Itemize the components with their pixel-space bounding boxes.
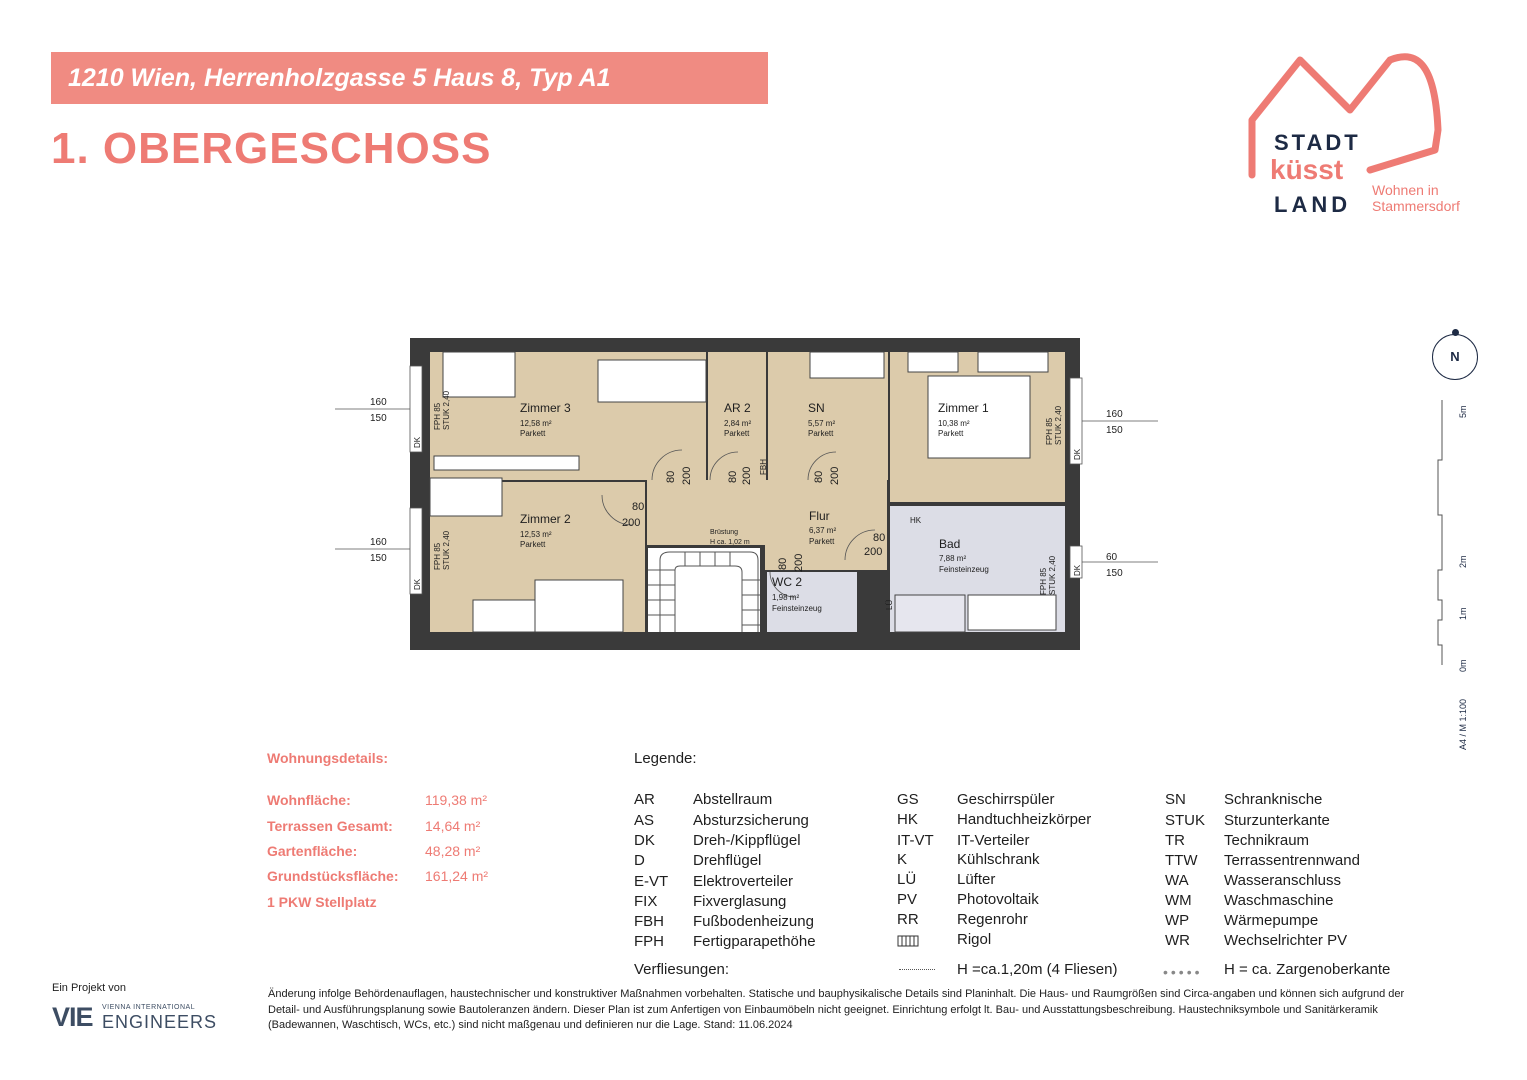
- legend-abbr: TTW: [1165, 852, 1198, 869]
- detail-label: Wohnfläche:: [267, 792, 351, 808]
- room-area: 5,57 m²: [808, 419, 836, 428]
- legend-abbr: K: [897, 851, 908, 868]
- address-banner: 1210 Wien, Herrenholzgasse 5 Haus 8, Typ A1: [51, 52, 768, 104]
- room-area: 12,53 m²: [520, 530, 552, 539]
- legend-abbr: SN: [1165, 791, 1186, 808]
- legend-abbr: LÜ: [897, 871, 917, 888]
- legend-abbr: WM: [1165, 892, 1192, 909]
- legend-text: Wärmepumpe: [1224, 912, 1319, 929]
- legend-abbr: E-VT: [634, 873, 669, 890]
- stuk-label: STUK 2,40: [1048, 555, 1057, 595]
- room-floor: Parkett: [724, 429, 750, 438]
- legend-abbr: IT-VT: [897, 832, 934, 849]
- legend-abbr: FPH: [634, 933, 664, 950]
- room-name: Zimmer 3: [520, 401, 571, 415]
- room-floor: Parkett: [520, 540, 546, 549]
- detail-value: 48,28 m²: [425, 843, 481, 859]
- tile-dotted-line: [899, 969, 935, 970]
- logo-kuesst: küsst: [1270, 154, 1344, 185]
- door-dim-h: 200: [622, 517, 641, 529]
- legend-abbr: WA: [1165, 872, 1189, 889]
- door-dim-h: 200: [864, 546, 883, 558]
- rigol-icon: [897, 935, 919, 947]
- legend-text: Dreh-/Kippflügel: [693, 832, 801, 849]
- room-name: Bad: [939, 537, 961, 551]
- window-dim-top: 160: [1106, 409, 1123, 420]
- room-name: SN: [808, 401, 825, 415]
- logo-land: LAND: [1274, 192, 1352, 217]
- legend-text: Lüfter: [957, 871, 996, 888]
- window-dim-top: 60: [1106, 552, 1118, 563]
- window-dim-bottom: 150: [370, 413, 387, 424]
- lu-label: LÜ: [885, 599, 894, 610]
- room-area: 10,38 m²: [938, 419, 970, 428]
- legend-abbr: WR: [1165, 932, 1190, 949]
- stuk-label: STUK 2,40: [1054, 405, 1063, 445]
- legend-text: Wechselrichter PV: [1224, 932, 1348, 949]
- legend-abbr: HK: [897, 811, 918, 828]
- room-floor: Parkett: [938, 429, 964, 438]
- room-area: 1,98 m²: [772, 593, 800, 602]
- legend-abbr: TR: [1165, 832, 1185, 849]
- vie-engineers-text: ENGINEERS: [102, 1012, 218, 1032]
- tile-height-1: H =ca.1,20m (4 Fliesen): [957, 961, 1118, 978]
- scale-2m: 2m: [1458, 555, 1468, 568]
- verfliesungen-label: Verfliesungen:: [634, 961, 730, 978]
- room-area: 2,84 m²: [724, 419, 752, 428]
- window-dim-bottom: 150: [1106, 425, 1123, 436]
- room-ar2-fill: [708, 352, 766, 480]
- parking-label: 1 PKW Stellplatz: [267, 894, 377, 910]
- door-dim-w: 80: [632, 501, 645, 513]
- window-dim-bottom: 150: [1106, 568, 1123, 579]
- tile-height-2: H = ca. Zargenoberkante: [1224, 961, 1391, 978]
- details-heading: Wohnungsdetails:: [267, 750, 389, 766]
- room-name: WC 2: [772, 575, 802, 589]
- projekt-label: Ein Projekt von: [52, 982, 126, 994]
- door-dim-w: 80: [727, 470, 739, 483]
- window-dim-top: 160: [370, 397, 387, 408]
- north-compass: N: [1432, 334, 1478, 380]
- fph-label: FPH 85: [1045, 417, 1054, 445]
- stadt-kuesst-land-logo: [1240, 50, 1490, 220]
- fph-label: FPH 85: [433, 542, 442, 570]
- legend-abbr: STUK: [1165, 812, 1206, 829]
- room-name: Flur: [809, 509, 830, 523]
- legend-abbr: GS: [897, 791, 919, 808]
- logo-stadt: STADT: [1274, 130, 1361, 155]
- tile-dots-icon: •••••: [1163, 964, 1203, 980]
- door-dim-w: 80: [665, 470, 677, 483]
- detail-label: Gartenfläche:: [267, 843, 358, 859]
- room-floor: Feinsteinzeug: [939, 565, 989, 574]
- vie-engineers-logo: [52, 1002, 222, 1034]
- logo-subtitle-2: Stammersdorf: [1372, 198, 1460, 214]
- room-floor: Parkett: [520, 429, 546, 438]
- legend-abbr: FIX: [634, 893, 658, 910]
- scale-caption: A4 / M 1:100: [1458, 698, 1468, 750]
- legend-text: Absturzsicherung: [693, 812, 809, 829]
- legend-text: Geschirrspüler: [957, 791, 1055, 808]
- legend-abbr: FBH: [634, 913, 664, 930]
- legend-text: Wasseranschluss: [1224, 872, 1341, 889]
- legend-abbr: AS: [634, 812, 655, 829]
- door-dim-h: 200: [793, 553, 805, 572]
- staircase: [648, 548, 760, 632]
- room-flur-fill: [647, 480, 887, 545]
- legend-abbr: PV: [897, 891, 918, 908]
- door-dim-h: 200: [741, 466, 753, 485]
- dk-label: DK: [1073, 564, 1082, 576]
- bruestung-label: Brüstung: [710, 529, 739, 536]
- scale-5m: 5m: [1458, 405, 1468, 418]
- door-dim-w: 80: [777, 557, 789, 570]
- legend-text: Fixverglasung: [693, 893, 787, 910]
- dk-label: DK: [413, 578, 422, 590]
- door-dim-w: 80: [813, 470, 825, 483]
- logo-subtitle-1: Wohnen in: [1372, 182, 1439, 198]
- legend-text: Abstellraum: [693, 791, 773, 808]
- legend-text: Kühlschrank: [957, 851, 1040, 868]
- room-floor: Parkett: [809, 537, 835, 546]
- dk-label: DK: [413, 436, 422, 448]
- detail-label: Terrassen Gesamt:: [267, 818, 393, 834]
- room-area: 12,58 m²: [520, 419, 552, 428]
- room-name: Zimmer 2: [520, 512, 571, 526]
- room-area: 7,88 m²: [939, 554, 967, 563]
- legend-text: Technikraum: [1224, 832, 1310, 849]
- room-area: 6,37 m²: [809, 526, 837, 535]
- door-dim-h: 200: [681, 466, 693, 485]
- legend-text: Drehflügel: [693, 852, 762, 869]
- legend-abbr: WP: [1165, 912, 1190, 929]
- scale-1m: 1m: [1458, 607, 1468, 620]
- window-dim-bottom: 150: [370, 553, 387, 564]
- door-dim-h: 200: [829, 466, 841, 485]
- scale-0m: 0m: [1458, 659, 1468, 672]
- vie-subtitle: VIENNA INTERNATIONAL: [102, 1004, 196, 1011]
- hk-label: HK: [910, 516, 922, 525]
- legend-text: Sturzunterkante: [1224, 812, 1330, 829]
- disclaimer-text: Änderung infolge Behördenauflagen, haustechnischer und konstruktiver Maßnahmen vorbehalten. Statische und bauphysikalische Details sind Planinhalt. Die Haus- und Raumgrößen sind Circa-angaben und können sich aufgrund der Detail- und Ausführungsplanung sowie Bautoleranzen ändern. Dieser Plan ist zum Anfertigen von Einbaumöbeln nicht geeignet. Einrichtung erfolgt lt. Bau- und Ausstattungsbeschreibung. Haustechniksymbole und Sanitärkeramik (Badewannen, Waschtisch, WCs, etc.) sind nicht maßgenau und definieren nur die Lage. Stand: 11.06.2024: [268, 988, 1405, 1031]
- logo-subtitle: [1372, 182, 1460, 214]
- legend-abbr: DK: [634, 832, 655, 849]
- stuk-label: STUK 2,40: [442, 530, 451, 570]
- legend-abbr: RR: [897, 911, 919, 928]
- stuk-label: STUK 2,40: [442, 390, 451, 430]
- floor-plan: [330, 330, 1170, 660]
- legend-text: Schranknische: [1224, 791, 1323, 808]
- legend-abbr: AR: [634, 791, 655, 808]
- door-dim-w: 80: [873, 532, 886, 544]
- room-name: Zimmer 1: [938, 401, 989, 415]
- room-name: AR 2: [724, 401, 751, 415]
- legend-text: Photovoltaik: [957, 891, 1039, 908]
- legend-text: Regenrohr: [957, 911, 1028, 928]
- legend-text: Elektroverteiler: [693, 873, 794, 890]
- bruestung-height: H ca. 1,02 m: [710, 539, 750, 546]
- legend-text: Waschmaschine: [1224, 892, 1334, 909]
- fph-label: FPH 85: [433, 402, 442, 430]
- legend-text: Fußbodenheizung: [693, 913, 814, 930]
- fbh-label: FBH: [759, 459, 768, 475]
- room-floor: Parkett: [808, 429, 834, 438]
- detail-value: 14,64 m²: [425, 818, 481, 834]
- legend-text: Handtuchheizkörper: [957, 811, 1092, 828]
- legend-text: Terrassentrennwand: [1224, 852, 1360, 869]
- legend-text: Rigol: [957, 931, 992, 948]
- fph-label: FPH 85: [1039, 567, 1048, 595]
- vie-mark: VIE: [52, 1002, 93, 1032]
- floor-title: 1. OBERGESCHOSS: [51, 124, 492, 173]
- detail-value: 161,24 m²: [425, 868, 489, 884]
- dk-label: DK: [1073, 448, 1082, 460]
- window-dim-top: 160: [370, 537, 387, 548]
- detail-value: 119,38 m²: [425, 792, 487, 808]
- legend-heading: Legende:: [634, 750, 697, 767]
- legend-text: Fertigparapethöhe: [693, 933, 816, 950]
- legend-abbr: D: [634, 852, 645, 869]
- room-floor: Feinsteinzeug: [772, 604, 822, 613]
- legend-text: IT-Verteiler: [957, 832, 1030, 849]
- detail-label: Grundstücksfläche:: [267, 868, 399, 884]
